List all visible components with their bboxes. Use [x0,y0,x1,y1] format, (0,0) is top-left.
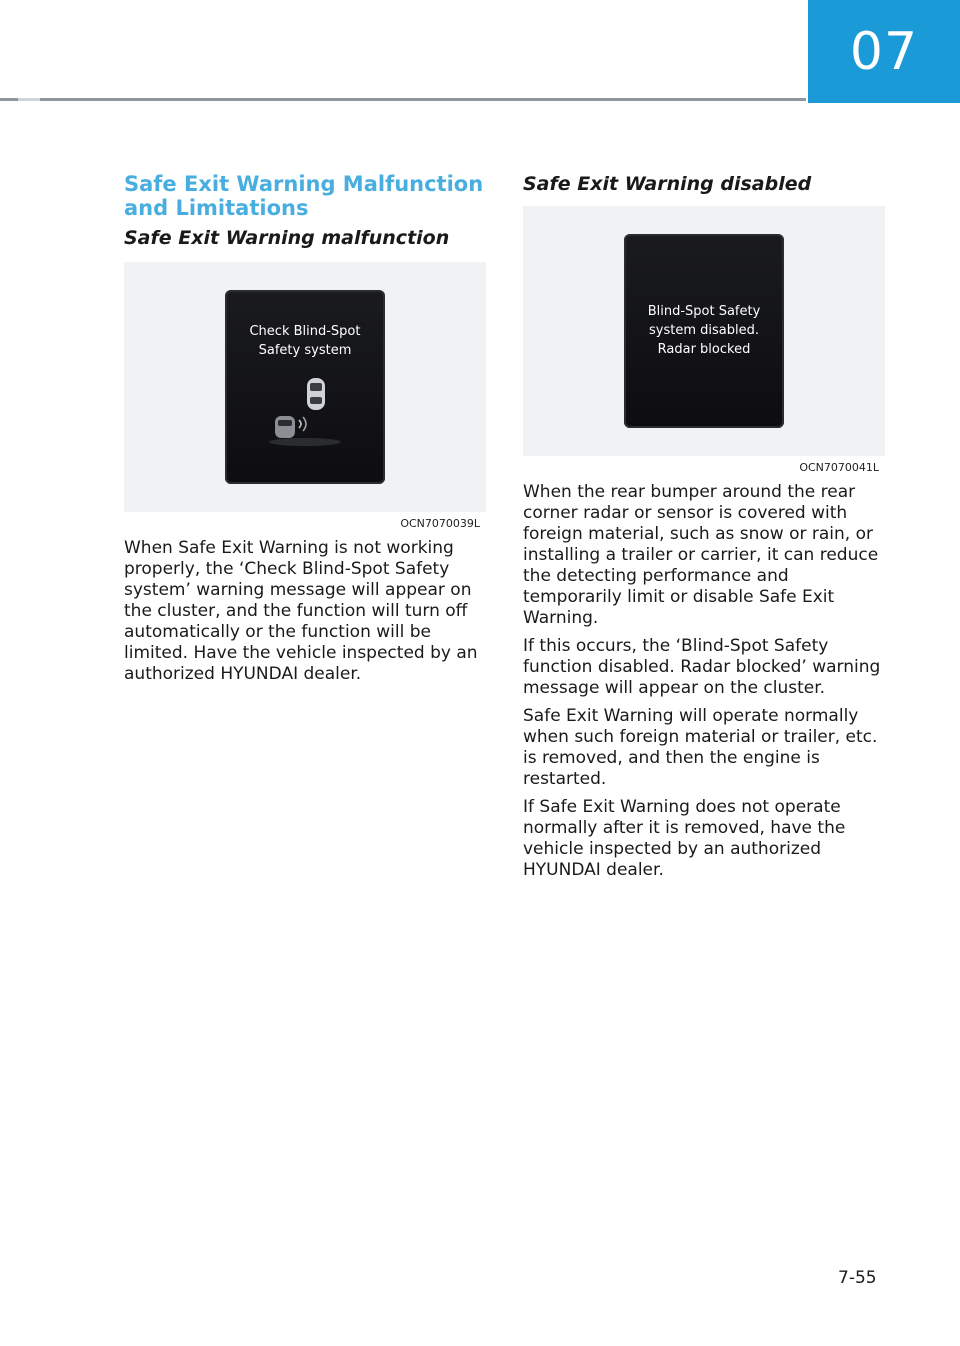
header-rule-accent [18,98,40,101]
section-title: Safe Exit Warning Malfunction and Limitations [124,172,484,220]
sub-title-disabled: Safe Exit Warning disabled [523,173,812,195]
cluster-screen [225,290,385,484]
figure-malfunction [124,262,486,530]
page-number: 7-55 [838,1268,877,1288]
figure-disabled [523,206,885,474]
left-column [124,172,486,692]
blind-spot-car-icon [265,370,345,450]
chapter-tab: 07 [808,0,960,103]
body-text-right [523,482,885,881]
paragraph: If Safe Exit Warning does not operate normally after it is removed, have the vehicle inspected by an authorized HYUNDAI dealer. [523,797,846,880]
cluster-screen [624,234,784,428]
paragraph: When Safe Exit Warning is not working properly, the ‘Check Blind-Spot Safety system’ warning message will appear on the cluster, and the function will turn off automatically or the function will be limited. Have the vehicle inspected by an authorized HYUNDAI dealer. [124,538,478,684]
paragraph: When the rear bumper around the rear corner radar or sensor is covered with foreign material, such as snow or rain, or installing a trailer or carrier, it can reduce the detecting performance and temporarily limit or disable Safe Exit Warning. [523,482,879,628]
figure-code: OCN7070041L [799,461,879,474]
paragraph: Safe Exit Warning will operate normally when such foreign material or trailer, etc. is removed, and then the engine is restarted. [523,706,878,789]
body-text-left [124,538,486,685]
header-rule [0,98,806,101]
paragraph: If this occurs, the ‘Blind-Spot Safety function disabled. Radar blocked’ warning message will appear on the cluster. [523,636,881,698]
cluster-message: Check Blind-Spot Safety system [249,324,361,358]
sub-title-malfunction: Safe Exit Warning malfunction [124,227,450,249]
right-column [523,172,885,888]
figure-code: OCN7070039L [400,517,480,530]
cluster-message: Blind-Spot Safety system disabled. Radar blocked [647,304,761,357]
